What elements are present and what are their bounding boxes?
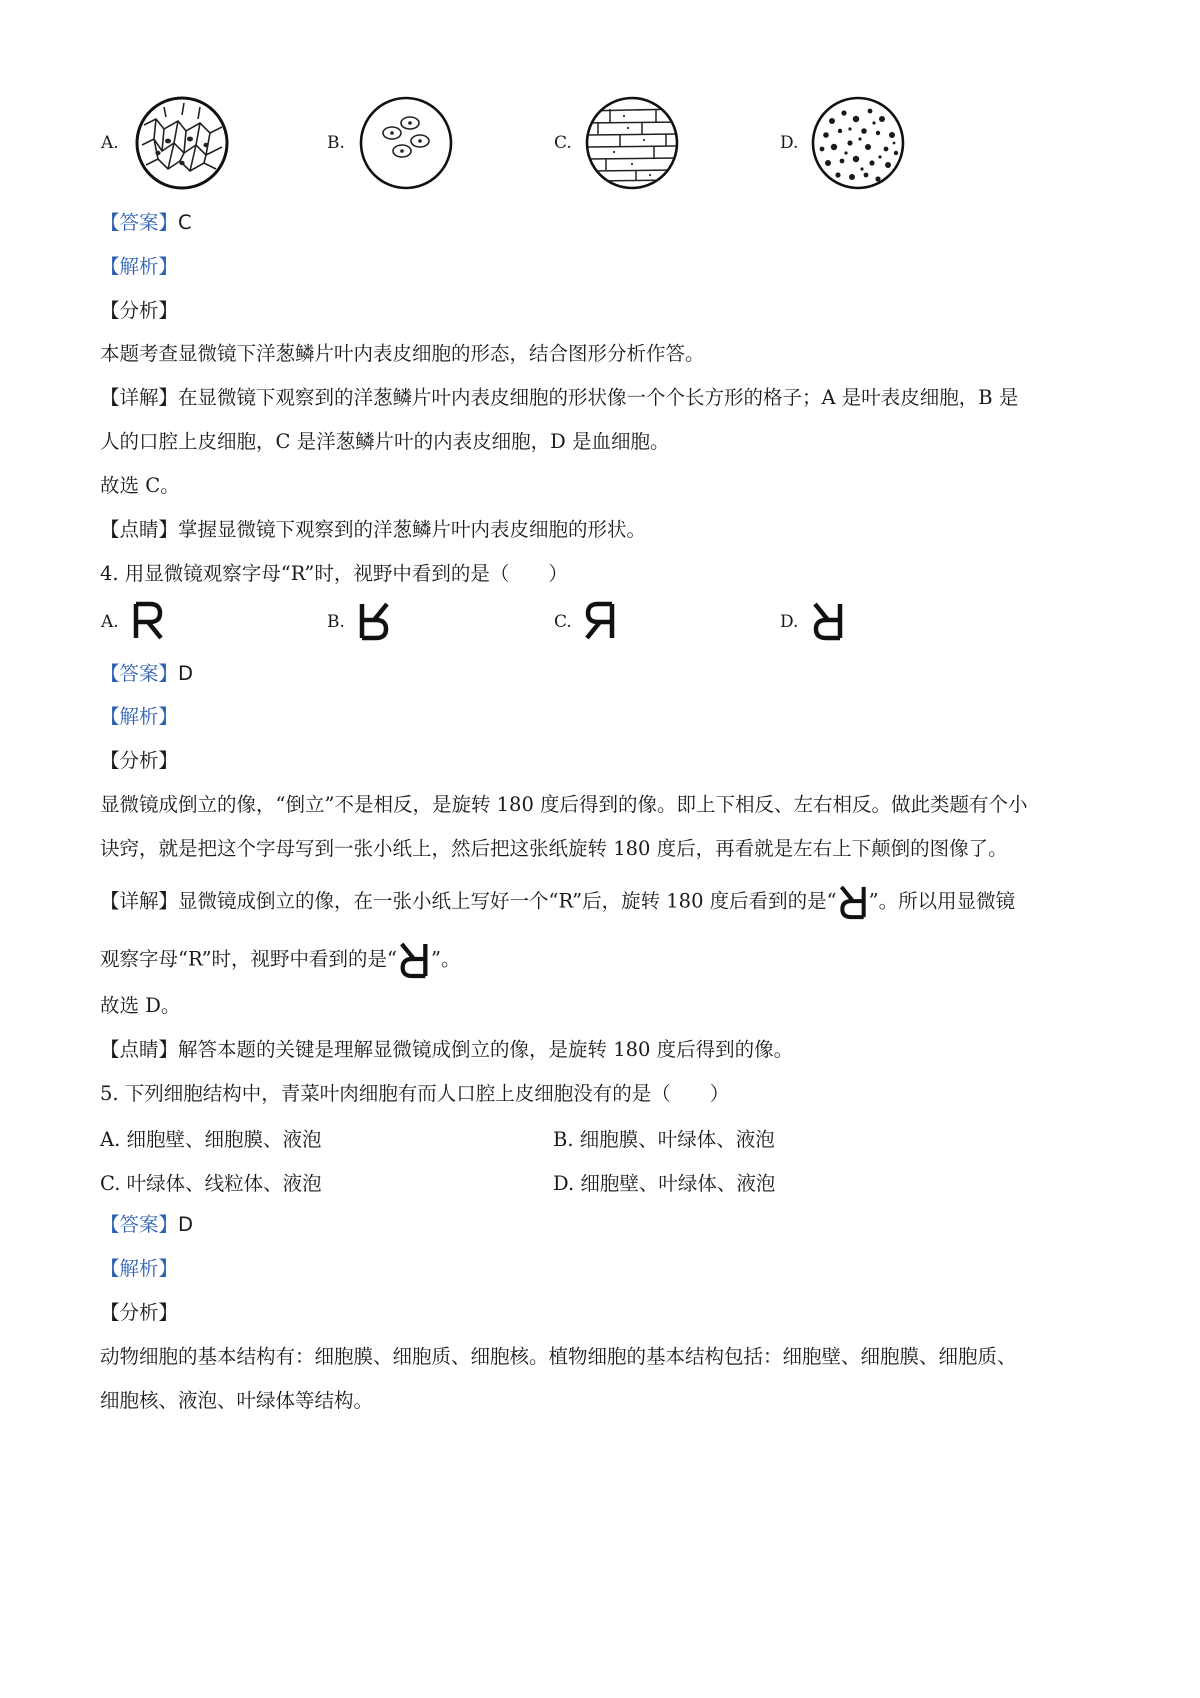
answer-tag: 【答案】 bbox=[100, 662, 179, 685]
leaf-epidermis-cells-figure bbox=[134, 95, 230, 191]
xiangjie-tag: 【详解】 bbox=[100, 889, 179, 913]
answer-value: D bbox=[178, 662, 194, 685]
q3-fenxi-text: 本题考查显微镜下洋葱鳞片叶内表皮细胞的形态，结合图形分析作答。 bbox=[100, 342, 705, 365]
onion-epidermis-cells-figure bbox=[584, 95, 680, 191]
q4-option-a-label: A. bbox=[101, 612, 119, 632]
q5-jiexi-tag: 【解析】 bbox=[100, 1257, 179, 1280]
letter-r-rotated-icon bbox=[397, 940, 431, 980]
q4-stem: 4. 用显微镜观察字母“R”时，视野中看到的是（ ） bbox=[100, 562, 568, 585]
q5-fenxi-line-1: 动物细胞的基本结构有：细胞膜、细胞质、细胞核。植物细胞的基本结构包括：细胞壁、细胞膜、细胞质、 bbox=[100, 1345, 1017, 1368]
xiangjie-text-a: 显微镜成倒立的像，在一张小纸上写好一个“R”后，旋转 180 度后看到的是“ bbox=[178, 889, 837, 913]
xiangjie-text-d: ”。 bbox=[431, 947, 461, 971]
q4-xiangjie-line-2 bbox=[100, 940, 461, 980]
q5-option-c: C. 叶绿体、线粒体、液泡 bbox=[100, 1172, 322, 1195]
q4-option-c-label: C. bbox=[554, 612, 572, 632]
q3-answer-line bbox=[100, 209, 192, 237]
answer-tag: 【答案】 bbox=[100, 211, 179, 234]
q3-option-a-label: A. bbox=[101, 133, 119, 153]
q4-dianjing-line bbox=[100, 1036, 793, 1064]
xiangjie-text: 在显微镜下观察到的洋葱鳞片叶内表皮细胞的形状像一个个长方形的格子；A 是叶表皮细胞，B 是 bbox=[178, 386, 1019, 409]
answer-tag: 【答案】 bbox=[100, 1213, 179, 1236]
xiangjie-text-c: 观察字母“R”时，视野中看到的是“ bbox=[100, 947, 398, 971]
q3-option-b-label: B. bbox=[327, 133, 345, 153]
answer-value: D bbox=[178, 1213, 194, 1236]
dianjing-tag: 【点睛】 bbox=[100, 1038, 179, 1061]
q3-jiexi-tag: 【解析】 bbox=[100, 255, 179, 278]
letter-r-rotated-180-figure bbox=[810, 600, 846, 642]
letter-r-vertical-flip-figure bbox=[356, 600, 392, 642]
q3-xiangjie-line-2: 人的口腔上皮细胞，C 是洋葱鳞片叶的内表皮细胞，D 是血细胞。 bbox=[100, 430, 670, 453]
blood-cells-figure bbox=[810, 95, 906, 191]
q3-guxuan: 故选 C。 bbox=[100, 474, 180, 497]
q4-xiangjie-line-1 bbox=[100, 883, 1015, 921]
q5-answer-line bbox=[100, 1211, 193, 1239]
xiangjie-tag: 【详解】 bbox=[100, 386, 179, 409]
q4-fenxi-line-1: 显微镜成倒立的像，“倒立”不是相反，是旋转 180 度后得到的像。即上下相反、左右相反。做此类题有个小 bbox=[100, 793, 1028, 816]
q5-fenxi-tag: 【分析】 bbox=[100, 1301, 179, 1324]
q4-fenxi-line-2: 诀窍，就是把这个字母写到一张小纸上，然后把这张纸旋转 180 度后，再看就是左右上下颠倒的图像了。 bbox=[100, 837, 1008, 860]
q3-xiangjie-line-1 bbox=[100, 384, 1018, 412]
letter-r-normal-figure bbox=[130, 600, 166, 642]
letter-r-horizontal-flip-figure bbox=[582, 600, 618, 642]
q5-fenxi-line-2: 细胞核、液泡、叶绿体等结构。 bbox=[100, 1389, 374, 1412]
dianjing-text: 掌握显微镜下观察到的洋葱鳞片叶内表皮细胞的形状。 bbox=[178, 518, 647, 541]
xiangjie-text-b: ”。所以用显微镜 bbox=[868, 889, 1016, 913]
q4-answer-line bbox=[100, 660, 193, 688]
q3-fenxi-tag: 【分析】 bbox=[100, 299, 179, 322]
q5-option-d: D. 细胞壁、叶绿体、液泡 bbox=[553, 1172, 776, 1195]
q5-option-a: A. 细胞壁、细胞膜、液泡 bbox=[100, 1128, 322, 1151]
q4-fenxi-tag: 【分析】 bbox=[100, 749, 179, 772]
q3-option-d-label: D. bbox=[780, 133, 799, 153]
q4-jiexi-tag: 【解析】 bbox=[100, 705, 179, 728]
q4-guxuan: 故选 D。 bbox=[100, 994, 181, 1017]
letter-r-rotated-icon bbox=[837, 883, 869, 921]
q5-option-b: B. 细胞膜、叶绿体、液泡 bbox=[553, 1128, 775, 1151]
answer-value: C bbox=[178, 211, 192, 234]
dianjing-text: 解答本题的关键是理解显微镜成倒立的像，是旋转 180 度后得到的像。 bbox=[178, 1038, 794, 1061]
q4-option-d-label: D. bbox=[780, 612, 799, 632]
cheek-epithelial-cells-figure bbox=[358, 95, 454, 191]
q3-option-c-label: C. bbox=[554, 133, 572, 153]
q4-option-b-label: B. bbox=[327, 612, 345, 632]
q3-dianjing-line bbox=[100, 516, 646, 544]
dianjing-tag: 【点睛】 bbox=[100, 518, 179, 541]
q5-stem: 5. 下列细胞结构中，青菜叶肉细胞有而人口腔上皮细胞没有的是（ ） bbox=[100, 1082, 730, 1105]
